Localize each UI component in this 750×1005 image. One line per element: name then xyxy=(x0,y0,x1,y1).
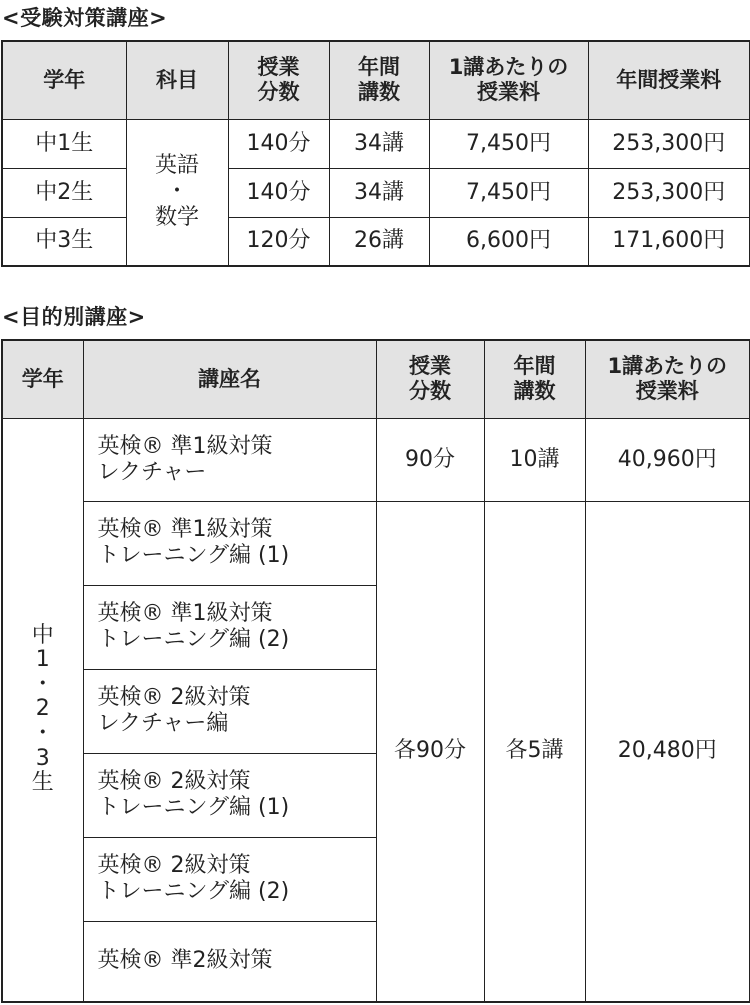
table-header-row xyxy=(2,41,750,119)
subject-cell: 英語 ・ 数学 xyxy=(126,119,228,266)
header-fee-per-lesson: 1講あたりの 授業料 xyxy=(585,340,750,418)
grade-cell: 中3生 xyxy=(2,217,126,266)
header-grade: 学年 xyxy=(2,41,126,119)
grade-cell: 中2生 xyxy=(2,168,126,217)
table-row xyxy=(2,418,750,501)
header-annual-fee: 年間授業料 xyxy=(588,41,750,119)
count-cell: 10講 xyxy=(484,418,585,501)
exam-prep-table xyxy=(1,40,750,267)
table-row xyxy=(2,501,750,585)
header-subject: 科目 xyxy=(126,41,228,119)
minutes-cell: 140分 xyxy=(228,168,329,217)
course-name-cell: 英検® 2級対策 トレーニング編 (2) xyxy=(83,837,376,921)
table-row xyxy=(2,119,750,168)
annual-fee-cell: 253,300円 xyxy=(588,119,750,168)
fee-cell: 7,450円 xyxy=(429,119,588,168)
grade-cell: 中1生 xyxy=(2,119,126,168)
header-fee-per-lesson: 1講あたりの 授業料 xyxy=(429,41,588,119)
table-row xyxy=(2,217,750,266)
purpose-courses-table xyxy=(1,339,750,1003)
annual-fee-cell: 171,600円 xyxy=(588,217,750,266)
course-name-cell: 英検® 準2級対策 xyxy=(83,921,376,1002)
course-name-cell: 英検® 準1級対策 トレーニング編 (2) xyxy=(83,585,376,669)
count-cell: 34講 xyxy=(329,168,429,217)
table-row xyxy=(2,168,750,217)
course-name-cell: 英検® 準1級対策 レクチャー xyxy=(83,418,376,501)
header-minutes: 授業 分数 xyxy=(376,340,484,418)
section-title-purpose-courses: <目的別講座> xyxy=(2,305,146,329)
count-cell: 34講 xyxy=(329,119,429,168)
header-course-name: 講座名 xyxy=(83,340,376,418)
table-header-row xyxy=(2,340,750,418)
annual-fee-cell: 253,300円 xyxy=(588,168,750,217)
minutes-cell: 120分 xyxy=(228,217,329,266)
course-name-cell: 英検® 2級対策 レクチャー編 xyxy=(83,669,376,753)
course-name-cell: 英検® 準1級対策 トレーニング編 (1) xyxy=(83,501,376,585)
grade-cell: 中 1 ・ 2 ・ 3 生 xyxy=(2,418,83,1002)
minutes-cell: 140分 xyxy=(228,119,329,168)
header-count: 年間 講数 xyxy=(484,340,585,418)
header-count: 年間 講数 xyxy=(329,41,429,119)
fee-cell: 6,600円 xyxy=(429,217,588,266)
header-grade: 学年 xyxy=(2,340,83,418)
fee-cell: 7,450円 xyxy=(429,168,588,217)
header-minutes: 授業 分数 xyxy=(228,41,329,119)
fee-cell: 20,480円 xyxy=(585,501,750,1002)
course-name-cell: 英検® 2級対策 トレーニング編 (1) xyxy=(83,753,376,837)
section-title-exam-prep: <受験対策講座> xyxy=(2,6,168,30)
minutes-cell: 90分 xyxy=(376,418,484,501)
count-cell: 26講 xyxy=(329,217,429,266)
count-cell: 各5講 xyxy=(484,501,585,1002)
minutes-cell: 各90分 xyxy=(376,501,484,1002)
fee-cell: 40,960円 xyxy=(585,418,750,501)
